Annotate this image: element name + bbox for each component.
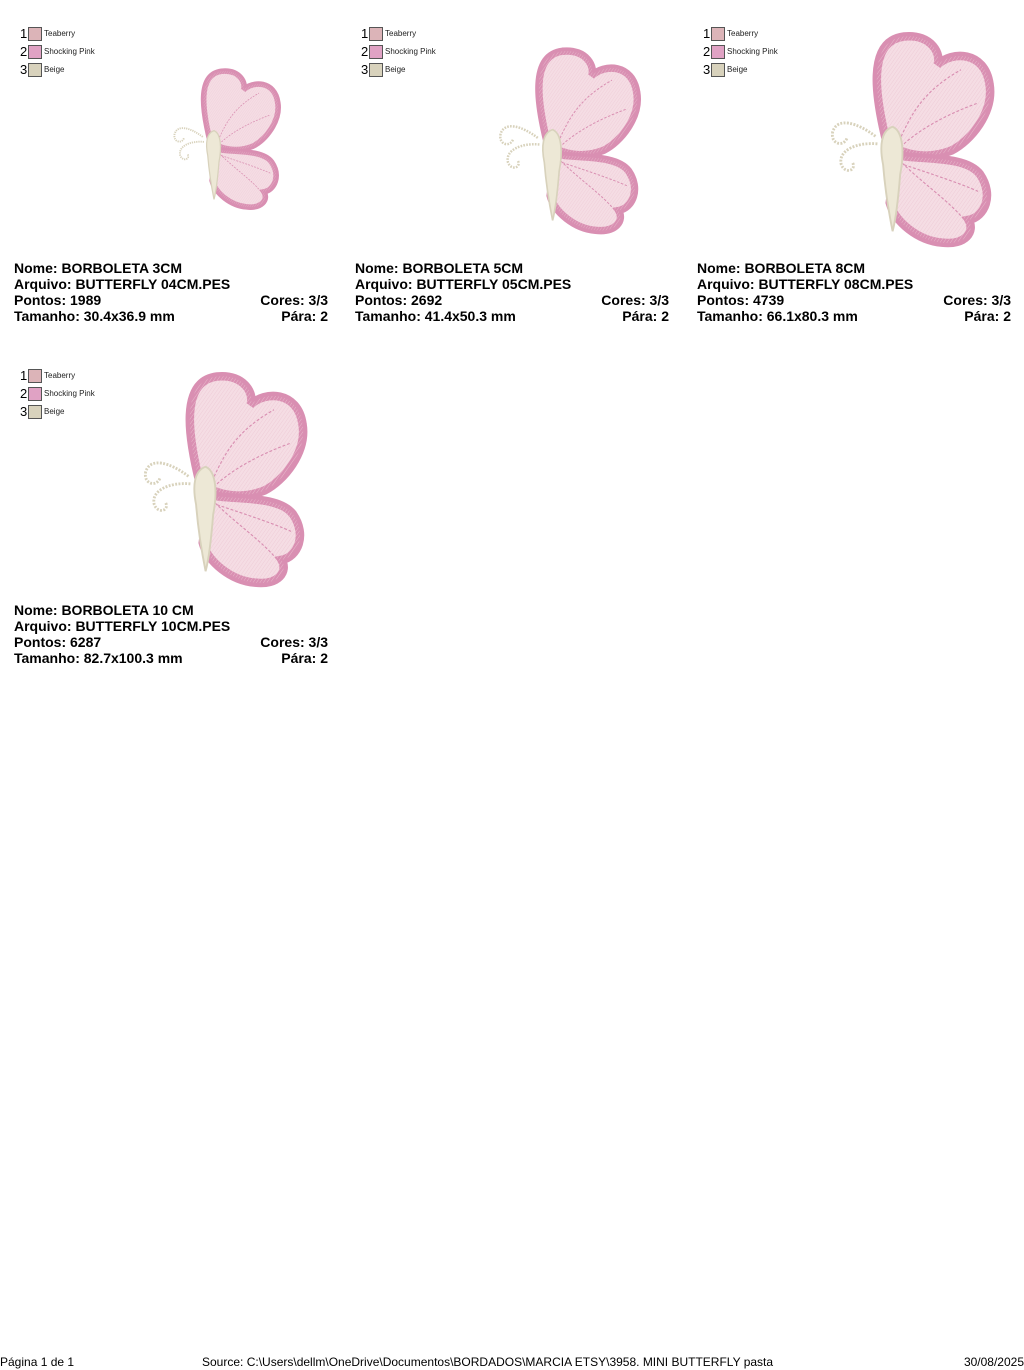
color-swatch-beige bbox=[28, 63, 42, 77]
color-swatch-beige bbox=[369, 63, 383, 77]
design-stitches: Pontos: 2692 bbox=[355, 292, 443, 308]
color-name: Beige bbox=[727, 65, 748, 74]
design-stops: Pára: 2 bbox=[622, 308, 669, 324]
design-stitches: Pontos: 1989 bbox=[14, 292, 102, 308]
color-name: Beige bbox=[385, 65, 406, 74]
butterfly-design-image bbox=[159, 65, 284, 215]
butterfly-design-image bbox=[122, 370, 312, 592]
palette-number: 1 bbox=[20, 368, 28, 383]
design-name: Nome: BORBOLETA 3CM bbox=[14, 260, 182, 276]
design-file: Arquivo: BUTTERFLY 05CM.PES bbox=[355, 276, 572, 292]
design-name: Nome: BORBOLETA 8CM bbox=[697, 260, 865, 276]
design-stops: Pára: 2 bbox=[281, 650, 328, 666]
print-date: 30/08/2025 bbox=[963, 1355, 1024, 1369]
color-swatch-shocking-pink bbox=[28, 45, 42, 59]
color-swatch-teaberry bbox=[711, 27, 725, 41]
design-info bbox=[697, 260, 1011, 324]
design-name: Nome: BORBOLETA 10 CM bbox=[14, 602, 194, 618]
design-card-3 bbox=[697, 20, 1017, 340]
color-swatch-shocking-pink bbox=[28, 387, 42, 401]
palette-number: 3 bbox=[20, 404, 28, 419]
design-card-2 bbox=[355, 20, 675, 340]
color-name: Shocking Pink bbox=[727, 47, 778, 56]
palette-number: 3 bbox=[703, 62, 711, 77]
design-card-1 bbox=[14, 20, 334, 340]
palette-number: 3 bbox=[20, 62, 28, 77]
design-file: Arquivo: BUTTERFLY 10CM.PES bbox=[14, 618, 231, 634]
color-swatch-teaberry bbox=[28, 369, 42, 383]
design-stitches: Pontos: 6287 bbox=[14, 634, 102, 650]
design-stops: Pára: 2 bbox=[964, 308, 1011, 324]
color-name: Shocking Pink bbox=[44, 47, 95, 56]
design-colors: Cores: 3/3 bbox=[943, 292, 1011, 308]
color-name: Teaberry bbox=[727, 29, 759, 38]
palette-number: 1 bbox=[361, 26, 369, 41]
design-file: Arquivo: BUTTERFLY 08CM.PES bbox=[697, 276, 914, 292]
color-swatch-teaberry bbox=[28, 27, 42, 41]
design-stitches: Pontos: 4739 bbox=[697, 292, 785, 308]
palette-number: 1 bbox=[20, 26, 28, 41]
design-colors: Cores: 3/3 bbox=[601, 292, 669, 308]
source-path: Source: C:\Users\dellm\OneDrive\Documentos\BORDADOS\MARCIA ETSY\3958. MINI BUTTERFLY pasta bbox=[202, 1355, 774, 1369]
color-swatch-shocking-pink bbox=[369, 45, 383, 59]
color-name: Shocking Pink bbox=[385, 47, 436, 56]
design-stops: Pára: 2 bbox=[281, 308, 328, 324]
palette-number: 3 bbox=[361, 62, 369, 77]
design-colors: Cores: 3/3 bbox=[260, 634, 328, 650]
design-info bbox=[14, 260, 328, 324]
color-name: Teaberry bbox=[44, 29, 76, 38]
palette-number: 2 bbox=[20, 386, 28, 401]
butterfly-design-image bbox=[809, 30, 999, 252]
design-size: Tamanho: 82.7x100.3 mm bbox=[14, 650, 183, 666]
color-name: Beige bbox=[44, 65, 65, 74]
design-colors: Cores: 3/3 bbox=[260, 292, 328, 308]
palette-number: 2 bbox=[20, 44, 28, 59]
color-swatch-teaberry bbox=[369, 27, 383, 41]
color-swatch-beige bbox=[28, 405, 42, 419]
design-size: Tamanho: 66.1x80.3 mm bbox=[697, 308, 858, 324]
color-name: Shocking Pink bbox=[44, 389, 95, 398]
color-name: Teaberry bbox=[44, 371, 76, 380]
palette-number: 2 bbox=[361, 44, 369, 59]
design-size: Tamanho: 41.4x50.3 mm bbox=[355, 308, 516, 324]
page-number: Página 1 de 1 bbox=[0, 1355, 75, 1369]
color-name: Teaberry bbox=[385, 29, 417, 38]
page-footer bbox=[0, 1354, 1024, 1370]
design-info bbox=[14, 602, 328, 666]
design-card-4 bbox=[14, 362, 334, 682]
design-size: Tamanho: 30.4x36.9 mm bbox=[14, 308, 175, 324]
design-info bbox=[355, 260, 669, 324]
color-swatch-beige bbox=[711, 63, 725, 77]
design-file: Arquivo: BUTTERFLY 04CM.PES bbox=[14, 276, 231, 292]
color-name: Beige bbox=[44, 407, 65, 416]
palette-number: 2 bbox=[703, 44, 711, 59]
palette-number: 1 bbox=[703, 26, 711, 41]
butterfly-design-image bbox=[480, 42, 645, 242]
color-swatch-shocking-pink bbox=[711, 45, 725, 59]
design-name: Nome: BORBOLETA 5CM bbox=[355, 260, 523, 276]
